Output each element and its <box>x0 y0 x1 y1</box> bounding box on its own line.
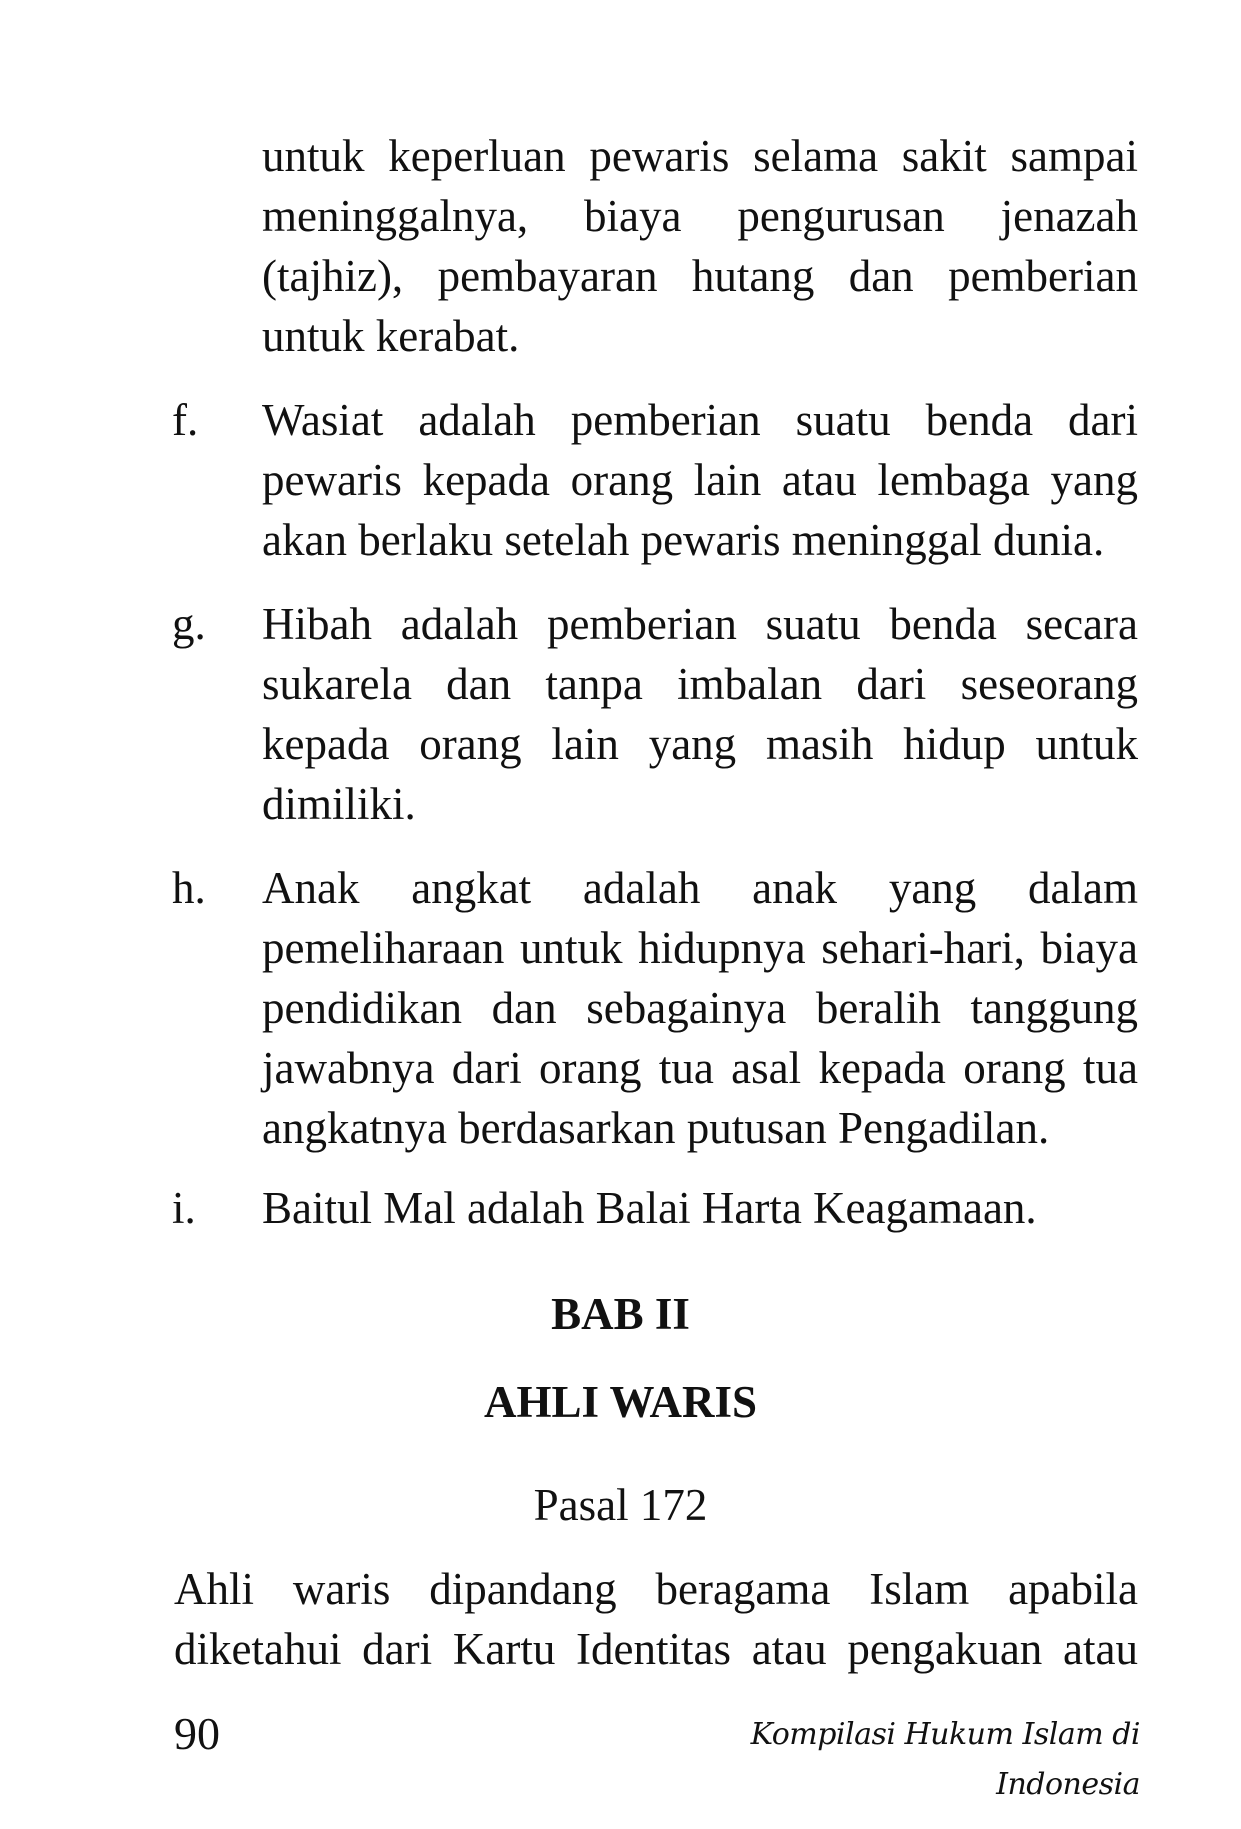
item-g-line-2: sukarela dan tanpa imbalan dari seseorang <box>262 659 1138 709</box>
item-i-label: i. <box>172 1183 196 1233</box>
continuation-line-3: (tajhiz), pembayaran hutang dan pemberian <box>262 251 1138 301</box>
item-h-label: h. <box>172 863 206 913</box>
article-line-1: Ahli waris dipandang beragama Islam apabila <box>174 1564 1138 1614</box>
item-f-label: f. <box>172 395 199 445</box>
item-h-line-4: jawabnya dari orang tua asal kepada orang tua <box>262 1043 1138 1093</box>
item-h-line-3: pendidikan dan sebagainya beralih tanggung <box>262 983 1138 1033</box>
item-g-label: g. <box>172 599 206 649</box>
article-line-2: diketahui dari Kartu Identitas atau pengakuan atau <box>174 1624 1138 1674</box>
item-f-line-2: pewaris kepada orang lain atau lembaga yang <box>262 455 1138 505</box>
item-h-line-5: angkatnya berdasarkan putusan Pengadilan. <box>262 1103 1050 1153</box>
page-number: 90 <box>174 1708 220 1759</box>
item-f-line-3: akan berlaku setelah pewaris meninggal dunia. <box>262 515 1105 565</box>
item-h-line-2: pemeliharaan untuk hidupnya sehari-hari, biaya <box>262 923 1138 973</box>
continuation-line-4: untuk kerabat. <box>262 311 520 361</box>
item-f-line-1: Wasiat adalah pemberian suatu benda dari <box>262 395 1138 445</box>
chapter-title: AHLI WARIS <box>483 1377 757 1427</box>
continuation-line-2: meninggalnya, biaya pengurusan jenazah <box>262 191 1138 241</box>
item-i-line-1: Baitul Mal adalah Balai Harta Keagamaan. <box>262 1183 1037 1233</box>
item-h-line-1: Anak angkat adalah anak yang dalam <box>262 863 1138 913</box>
continuation-line-1: untuk keperluan pewaris selama sakit sampai <box>262 131 1138 181</box>
item-g-line-3: kepada orang lain yang masih hidup untuk <box>262 719 1138 769</box>
item-g-line-1: Hibah adalah pemberian suatu benda secara <box>262 599 1138 649</box>
article-title: Pasal 172 <box>533 1480 708 1530</box>
running-footer-book-title: Kompilasi Hukum Islam di Indonesia <box>750 1717 1140 1802</box>
item-g-line-4: dimiliki. <box>262 779 416 829</box>
chapter-number: BAB II <box>551 1289 690 1339</box>
